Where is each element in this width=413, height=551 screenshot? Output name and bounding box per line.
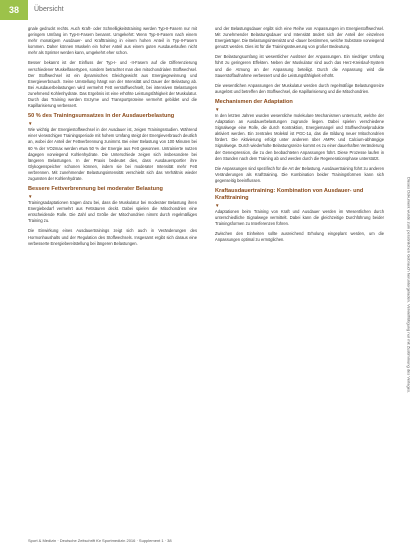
paragraph: und der Belastungsdauer ergibt sich eine Reihe von Anpassungen im Energiestoffwechsel. Mit zunehmender Belastungsdauer und Intensität ändert sich der Anteil der einzelnen Energieträger. Die Belastungsintensität und -dauer bestimmen, welche Substrate vorwiegend genutzt werden. Dies ist für die Trainingssteuerung von großer Bedeutung. — [215, 26, 384, 50]
section-heading: 50 % des Trainingsumsatzes in der Ausdauerbelastung — [28, 113, 175, 120]
section-heading: Kraftausdauertraining: Kombination von Ausdauer- und Krafttraining — [215, 187, 364, 201]
paragraph: Adaptationen beim Training von Kraft und Ausdauer werden im Wesentlichen durch unterschiedliche Signalwege vermittelt. Dabei kann die gleichzeitige Durchführung beider Trainingsformen zu Interferenzen führen. — [215, 208, 384, 227]
paragraph: Zwischen den Einheiten sollte ausreichend Erholung eingeplant werden, um die Anpassungen optimal zu ermöglichen. — [215, 231, 384, 243]
paragraph: Wie wichtig der Energiestoffwechsel in der Ausdauer ist, zeigen Trainingsstudien. Während einer vierwöchigen Trainingsperiode mit hohem Umfang steigt der Energieverbrauch deutlich an, wobei der Anteil der Fettverbrennung zunimmt. Bei einer Belastung von 100 Minuten bei 60 % der VO2max werden etwa 50 % der Energie aus Fett gewonnen. Untrainierte nutzen dagegen vorwiegend Kohlenhydrate. Die Unterschiede zeigen sich insbesondere bei längeren Belastungen. In der Praxis bedeutet dies, dass Ausdauersportler ihre Glykogenspeicher schonen können, indem sie bei moderater Intensität mehr Fett verbrennen. Mit zunehmender Belastungsintensität verschiebt sich das Verhältnis wieder zugunsten der Kohlenhydrate. — [28, 127, 197, 181]
paragraph: Die Einwirkung eines Ausdauertrainings zeigt sich auch in Veränderungen des Hormonhaushalts und der Regulation des Stoffwechsels. Insgesamt ergibt sich daraus eine verbesserte Energiebereitstellung bei längeren Belastungen. — [28, 228, 197, 246]
heading-marker: ▼ — [215, 202, 220, 208]
heading-marker: ▼ — [215, 106, 220, 112]
page-header — [0, 0, 413, 20]
paragraph: Trainingsadaptationen tragen dazu bei, dass die Muskulatur bei moderater Belastung ihren Energiebedarf vermehrt aus Fettsäuren deckt. Dabei spielen die Mitochondrien eine entscheidende Rolle. Die Zahl und Größe der Mitochondrien nimmt durch regelmäßiges Training zu. — [28, 200, 197, 224]
side-note — [405, 70, 412, 500]
paragraph: In den letzten Jahren wurden wesentliche molekulare Mechanismen untersucht, welche der Adaptation an Ausdauerbelastungen zugrunde liegen. Dabei spielen verschiedene Signalwege eine Rolle, die durch Kontraktion, Energiemangel und Stoffwechselprodukte aktiviert werden. Ein zentrales Molekül ist PGC-1α, das die Bildung neuer Mitochondrien fördert. Die Aktivierung erfolgt unter anderem über AMPK und Calcium-abhängige Signalwege. Durch wiederholte Belastungsreize kommt es zu einer dauerhaften Veränderung der Genexpression, die zu den beobachteten Anpassungen führt. Diese Prozesse laufen in den Stunden nach dem Training ab und werden durch die Regenerationsphase unterstützt. — [215, 112, 384, 161]
paragraph: Besser bekannt ist der Einfluss der Typ-I- und -II-Fasern auf die Differenzierung verschiedener Muskelfasertypen, sondern betrachtet man den mitochondrialen Stoffwechsel. Der Stoffwechsel ist ein dynamisches Gleichgewicht aus Energiegewinnung und Energieverbrauch. Seine Umstellung hängt von der Intensität und Dauer der Belastung ab. Bei Ausdauerbelastungen wird vermehrt Fett verstoffwechselt, bei intensiven Belastungen zunehmend Kohlenhydrate. Das Ergebnis ist eine erhöhte Leistungsfähigkeit der Muskulatur. Durch das Training werden Enzyme und Transportproteine vermehrt gebildet und die Kapillarisierung verbessert. — [28, 60, 197, 109]
right-column — [215, 26, 384, 247]
page-footer: Sport & Medizin · Deutsche Zeitschrift für Sportmedizin 2016 · Supplement 1 · 38 — [28, 538, 172, 543]
section-heading: Bessere Fettverbrennung bei moderater Belastung — [28, 186, 163, 193]
paragraph: gnale gedruckt rechts. Auch Kraft- oder Schnelligkeitstraining werden Typ-II-Fasern nur mit geringem Umfang im Typ-II-Fasern benannt. Umgekehrt: Wenn Typ-II-Fasern nach einem mehr monatigem Ausdauer- und Krafttraining in einem hohen Anteil in Typ-II-Fasern kommen. Daher können Muskeln ein hoher Anteil aus einem guten Ausdauerlaufen nicht mehr als Sprinter werden kann, umgekehrt eher schon. — [28, 26, 197, 56]
page-number: 38 — [0, 0, 28, 20]
paragraph: Die wesentlichen Anpassungen der Muskulatur werden durch regelmäßige Belastungsreize ausgelöst und betreffen den Stoffwechsel, die Kapillarisierung und die Mitochondrien. — [215, 82, 384, 94]
left-column — [28, 26, 197, 251]
side-note-text: Dieses Dokument wurde zum persönlichen Gebrauch heruntergeladen. Vervielfältigung nur mit Zustimmung des Verlages. — [406, 176, 411, 394]
paragraph: Der Belastungsumfang ist wesentlicher Auslöser der Anpassungen. Ein niedriger Umfang führt zu geringeren Effekten. Neben der Muskulatur sind auch das Herz-Kreislauf-System und die Atmung an der Anpassung beteiligt. Durch die Anpassung wird die Sauerstoffaufnahme verbessert und die Leistungsfähigkeit erhöht. — [215, 54, 384, 78]
heading-marker: ▼ — [28, 121, 33, 127]
heading-marker: ▼ — [28, 194, 33, 200]
section-heading: Mechanismen der Adaptation — [215, 98, 293, 105]
section-title: Übersicht — [34, 6, 64, 13]
paragraph: Die Anpassungen sind spezifisch für die Art der Belastung. Ausdauertraining führt zu anderen Veränderungen als Krafttraining. Die Kombination beider Trainingsformen kann sich gegenseitig beeinflussen. — [215, 165, 384, 183]
